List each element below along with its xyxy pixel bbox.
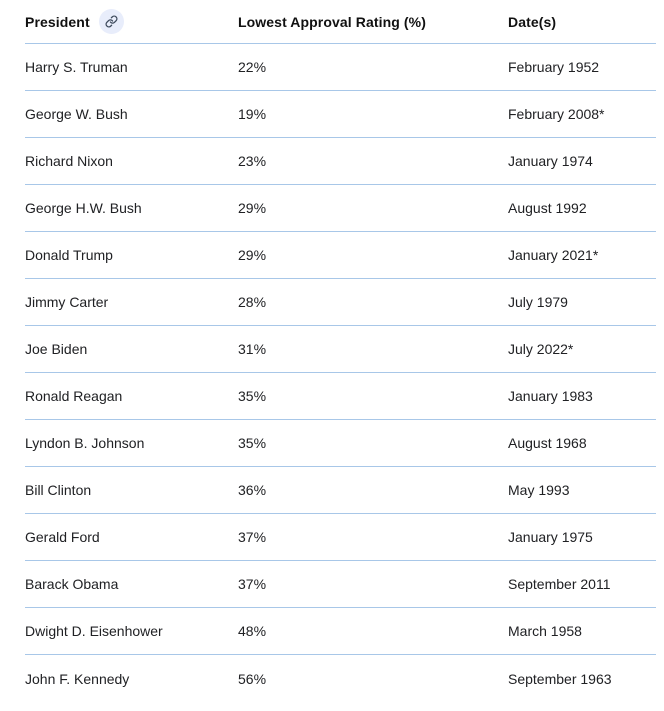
cell-date: March 1958 [508,623,582,639]
cell-rating: 35% [238,435,267,451]
cell-president: Harry S. Truman [25,59,128,75]
cell-rating: 37% [238,576,267,592]
column-header-rating: Lowest Approval Rating (%) [238,13,426,30]
table-body [25,44,656,702]
cell-date: January 2021* [508,247,599,263]
cell-president: John F. Kennedy [25,670,130,687]
table-row [25,185,656,232]
cell-date: July 2022* [508,341,574,357]
cell-rating: 56% [238,670,267,687]
cell-president: Gerald Ford [25,529,100,545]
cell-rating: 35% [238,388,267,404]
cell-rating: 23% [238,153,267,169]
cell-date: January 1974 [508,153,593,169]
cell-rating: 31% [238,341,267,357]
table-row [25,561,656,608]
cell-date: January 1975 [508,529,593,545]
cell-president: Joe Biden [25,341,88,357]
cell-president: George W. Bush [25,106,128,122]
cell-president: Dwight D. Eisenhower [25,623,163,639]
table-row [25,608,656,655]
table-row [25,373,656,420]
cell-date: July 1979 [508,294,568,310]
cell-rating: 37% [238,529,267,545]
cell-president: Lyndon B. Johnson [25,435,145,451]
table-header-row [25,0,656,44]
cell-date: August 1968 [508,435,587,451]
cell-rating: 36% [238,482,267,498]
cell-rating: 28% [238,294,267,310]
cell-rating: 29% [238,247,267,263]
cell-date: February 2008* [508,106,605,122]
table-row [25,279,656,326]
cell-rating: 22% [238,59,267,75]
link-icon[interactable] [99,9,124,34]
cell-president: Ronald Reagan [25,388,123,404]
cell-president: George H.W. Bush [25,200,142,216]
cell-president: Richard Nixon [25,153,113,169]
table-row [25,655,656,702]
cell-date: September 1963 [508,670,612,687]
cell-rating: 29% [238,200,267,216]
cell-president: Bill Clinton [25,482,92,498]
approval-ratings-table [25,0,656,702]
cell-date: January 1983 [508,388,593,404]
table-row [25,514,656,561]
cell-date: September 2011 [508,576,611,592]
column-header-president [25,9,238,34]
table-row [25,138,656,185]
table-row [25,232,656,279]
cell-president: Barack Obama [25,576,119,592]
table-row [25,326,656,373]
table-row [25,467,656,514]
cell-date: August 1992 [508,200,587,216]
table-row [25,420,656,467]
column-header-dates: Date(s) [508,13,557,30]
cell-date: February 1952 [508,59,600,75]
column-header-president-label: President [25,13,90,30]
cell-president: Jimmy Carter [25,294,109,310]
cell-president: Donald Trump [25,247,113,263]
cell-rating: 48% [238,623,267,639]
table-row [25,44,656,91]
table-row [25,91,656,138]
cell-date: May 1993 [508,482,570,498]
cell-rating: 19% [238,106,267,122]
